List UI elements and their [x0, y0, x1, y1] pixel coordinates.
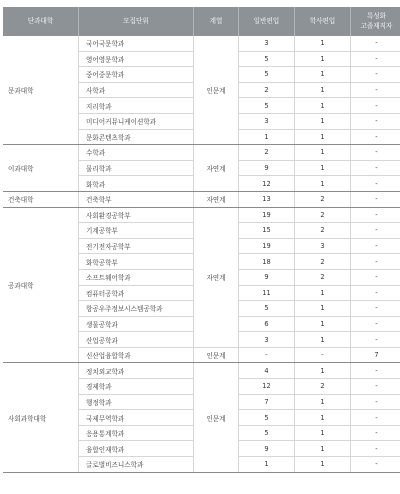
bachelor-transfer-cell: 2 — [295, 207, 351, 223]
major-cell: 기계공학부 — [79, 223, 194, 239]
college-cell: 건축대학 — [3, 191, 79, 207]
specialized-worker-cell: - — [351, 394, 400, 410]
general-transfer-cell: 2 — [239, 145, 295, 161]
general-transfer-cell: 13 — [239, 191, 295, 207]
specialized-worker-cell: - — [351, 410, 400, 426]
bachelor-transfer-cell: 1 — [295, 301, 351, 317]
specialized-worker-cell: - — [351, 191, 400, 207]
general-transfer-cell: 1 — [239, 457, 295, 473]
table-row — [3, 363, 400, 379]
specialized-worker-cell: - — [351, 285, 400, 301]
bachelor-transfer-cell: 2 — [295, 379, 351, 395]
major-cell: 국어국문학과 — [79, 36, 194, 51]
header-college: 단과대학 — [3, 7, 79, 36]
major-cell: 산업공학과 — [79, 332, 194, 348]
major-cell: 지리학과 — [79, 98, 194, 114]
major-cell: 경제학과 — [79, 379, 194, 395]
general-transfer-cell: 9 — [239, 160, 295, 176]
general-transfer-cell: 12 — [239, 379, 295, 395]
header-general-transfer: 일반편입 — [239, 7, 295, 36]
major-cell: 수학과 — [79, 145, 194, 161]
general-transfer-cell: 7 — [239, 394, 295, 410]
bachelor-transfer-cell: 1 — [295, 67, 351, 83]
major-cell: 건축학부 — [79, 191, 194, 207]
general-transfer-cell: 9 — [239, 269, 295, 285]
bachelor-transfer-cell: 1 — [295, 51, 351, 67]
general-transfer-cell: 1 — [239, 129, 295, 145]
bachelor-transfer-cell: 3 — [295, 238, 351, 254]
general-transfer-cell: 11 — [239, 285, 295, 301]
bachelor-transfer-cell: 2 — [295, 254, 351, 270]
bachelor-transfer-cell: 1 — [295, 36, 351, 51]
track-cell: 자연계 — [194, 145, 239, 192]
major-cell: 국제무역학과 — [79, 410, 194, 426]
major-cell: 정치외교학과 — [79, 363, 194, 379]
bachelor-transfer-cell: 2 — [295, 191, 351, 207]
header-major: 모집단위 — [79, 7, 194, 36]
track-cell: 자연계 — [194, 207, 239, 347]
college-cell: 문과대학 — [3, 36, 79, 145]
specialized-worker-cell: - — [351, 207, 400, 223]
major-cell: 영어영문학과 — [79, 51, 194, 67]
track-cell: 인문계 — [194, 36, 239, 145]
bachelor-transfer-cell: 1 — [295, 332, 351, 348]
major-cell: 신산업융합학과 — [79, 347, 194, 363]
header-track: 계열 — [194, 7, 239, 36]
bachelor-transfer-cell: 2 — [295, 223, 351, 239]
bachelor-transfer-cell: 1 — [295, 316, 351, 332]
major-cell: 생물공학과 — [79, 316, 194, 332]
specialized-worker-cell: - — [351, 129, 400, 145]
major-cell: 글로벌비즈니스학과 — [79, 457, 194, 473]
header-bachelor-transfer: 학사편입 — [295, 7, 351, 36]
bachelor-transfer-cell: 1 — [295, 160, 351, 176]
bachelor-transfer-cell: 1 — [295, 363, 351, 379]
general-transfer-cell: 19 — [239, 238, 295, 254]
specialized-worker-cell: - — [351, 363, 400, 379]
general-transfer-cell: 5 — [239, 410, 295, 426]
general-transfer-cell: 12 — [239, 176, 295, 192]
specialized-worker-cell: - — [351, 36, 400, 51]
header-specialized-worker: 특성화 고졸재직자 — [351, 7, 400, 36]
college-cell: 공과대학 — [3, 207, 79, 363]
table-row — [3, 191, 400, 207]
major-cell: 중어중문학과 — [79, 67, 194, 83]
general-transfer-cell: 3 — [239, 332, 295, 348]
table-body — [3, 36, 400, 472]
major-cell: 문화콘텐츠학과 — [79, 129, 194, 145]
bachelor-transfer-cell: 2 — [295, 269, 351, 285]
general-transfer-cell: 5 — [239, 301, 295, 317]
college-cell: 사회과학대학 — [3, 363, 79, 472]
bachelor-transfer-cell: 1 — [295, 82, 351, 98]
bachelor-transfer-cell: 1 — [295, 145, 351, 161]
general-transfer-cell: 2 — [239, 82, 295, 98]
major-cell: 융합인재학과 — [79, 441, 194, 457]
general-transfer-cell: 5 — [239, 67, 295, 83]
specialized-worker-cell: 7 — [351, 347, 400, 363]
table-row — [3, 145, 400, 161]
general-transfer-cell: 3 — [239, 113, 295, 129]
specialized-worker-cell: - — [351, 113, 400, 129]
track-cell: 인문계 — [194, 363, 239, 472]
track-cell: 자연계 — [194, 191, 239, 207]
bachelor-transfer-cell: 1 — [295, 410, 351, 426]
table-row — [3, 207, 400, 223]
major-cell: 화학공학부 — [79, 254, 194, 270]
bachelor-transfer-cell: 1 — [295, 129, 351, 145]
general-transfer-cell: 18 — [239, 254, 295, 270]
general-transfer-cell: 6 — [239, 316, 295, 332]
specialized-worker-cell: - — [351, 98, 400, 114]
specialized-worker-cell: - — [351, 176, 400, 192]
specialized-worker-cell: - — [351, 67, 400, 83]
bachelor-transfer-cell: 1 — [295, 457, 351, 473]
specialized-worker-cell: - — [351, 379, 400, 395]
specialized-worker-cell: - — [351, 82, 400, 98]
major-cell: 컴퓨터공학과 — [79, 285, 194, 301]
bachelor-transfer-cell: - — [295, 347, 351, 363]
major-cell: 소프트웨어학과 — [79, 269, 194, 285]
general-transfer-cell: 3 — [239, 36, 295, 51]
specialized-worker-cell: - — [351, 316, 400, 332]
general-transfer-cell: 19 — [239, 207, 295, 223]
specialized-worker-cell: - — [351, 145, 400, 161]
major-cell: 전기전자공학부 — [79, 238, 194, 254]
specialized-worker-cell: - — [351, 441, 400, 457]
specialized-worker-cell: - — [351, 238, 400, 254]
bachelor-transfer-cell: 1 — [295, 441, 351, 457]
major-cell: 응용통계학과 — [79, 425, 194, 441]
major-cell: 항공우주정보시스템공학과 — [79, 301, 194, 317]
major-cell: 물리학과 — [79, 160, 194, 176]
college-cell: 이과대학 — [3, 145, 79, 192]
track-cell: 인문계 — [194, 347, 239, 363]
major-cell: 사학과 — [79, 82, 194, 98]
bachelor-transfer-cell: 1 — [295, 425, 351, 441]
specialized-worker-cell: - — [351, 223, 400, 239]
general-transfer-cell: 5 — [239, 98, 295, 114]
general-transfer-cell: 9 — [239, 441, 295, 457]
table-header-row — [3, 7, 400, 36]
major-cell: 사회환경공학부 — [79, 207, 194, 223]
specialized-worker-cell: - — [351, 269, 400, 285]
general-transfer-cell: 15 — [239, 223, 295, 239]
specialized-worker-cell: - — [351, 301, 400, 317]
specialized-worker-cell: - — [351, 254, 400, 270]
bachelor-transfer-cell: 1 — [295, 285, 351, 301]
bachelor-transfer-cell: 1 — [295, 176, 351, 192]
general-transfer-cell: 5 — [239, 425, 295, 441]
table-row — [3, 36, 400, 51]
general-transfer-cell: 5 — [239, 51, 295, 67]
admissions-table — [3, 7, 400, 473]
specialized-worker-cell: - — [351, 332, 400, 348]
bachelor-transfer-cell: 1 — [295, 394, 351, 410]
major-cell: 행정학과 — [79, 394, 194, 410]
general-transfer-cell: - — [239, 347, 295, 363]
specialized-worker-cell: - — [351, 425, 400, 441]
specialized-worker-cell: - — [351, 160, 400, 176]
major-cell: 화학과 — [79, 176, 194, 192]
specialized-worker-cell: - — [351, 51, 400, 67]
bachelor-transfer-cell: 1 — [295, 98, 351, 114]
bachelor-transfer-cell: 1 — [295, 113, 351, 129]
major-cell: 미디어커뮤니케이션학과 — [79, 113, 194, 129]
specialized-worker-cell: - — [351, 457, 400, 473]
general-transfer-cell: 4 — [239, 363, 295, 379]
